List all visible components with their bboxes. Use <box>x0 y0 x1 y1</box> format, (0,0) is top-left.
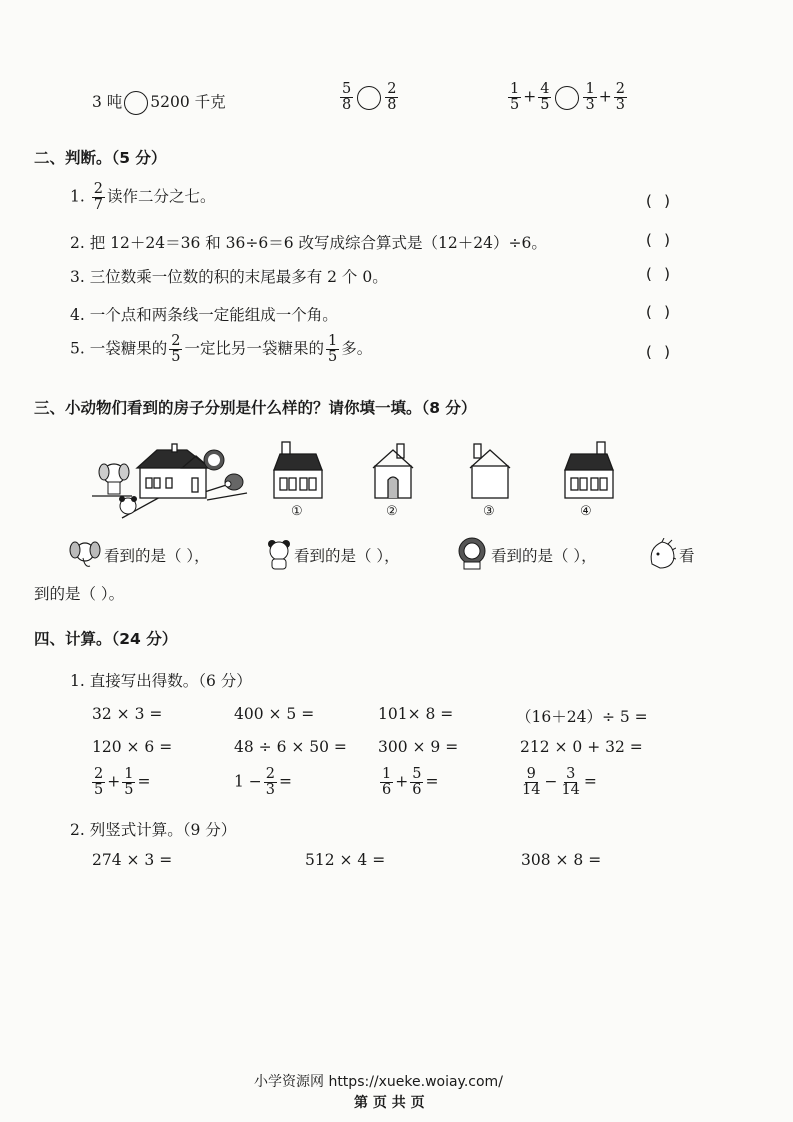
calc-r2c4[interactable]: 212 × 0 + 32 = <box>520 738 643 756</box>
hedgehog-icon <box>225 474 243 490</box>
elephant-icon <box>68 536 102 570</box>
judge-q1: 1. $\frac{2}{7}$ 读作二分之七。 <box>70 181 216 214</box>
fraction: $\frac{1}{6}$ <box>382 766 392 799</box>
calc-r2c2[interactable]: 48 ÷ 6 × 50 = <box>234 738 347 756</box>
compare-circle[interactable] <box>124 91 148 115</box>
house-label-2: ② <box>386 504 398 519</box>
bear-icon <box>266 538 292 570</box>
judge-q2: 2. 把 12＋24＝36 和 36÷6＝6 改写成综合算式是（12＋24）÷6。 <box>70 234 547 252</box>
fraction: $\frac{1}{5}$ <box>327 333 338 366</box>
calc-r1c4[interactable]: （16＋24）÷ 5 = <box>516 708 648 726</box>
house-view-3 <box>466 440 514 500</box>
subsection-2-title: 2. 列竖式计算。（9 分） <box>70 821 237 839</box>
fill-lion[interactable]: 看到的是（ ）， <box>491 547 597 565</box>
fill-elephant[interactable]: 看到的是（ ）， <box>104 547 210 565</box>
footer-page: 第 页 共 页 <box>354 1095 425 1111</box>
compare-2 <box>338 82 400 113</box>
section-3-title: 三、小动物们看到的房子分别是什么样的？请你填一填。（8 分） <box>34 399 477 417</box>
fraction: $\frac{2}{5}$ <box>94 766 104 799</box>
answer-paren-q5[interactable]: ( ) <box>644 343 672 361</box>
fraction: $\frac{2}{5}$ <box>171 333 181 366</box>
calc-r1c2[interactable]: 400 × 5 = <box>234 705 315 723</box>
compare-circle[interactable] <box>357 86 381 110</box>
house-view-1 <box>270 440 326 500</box>
calc-r1c1[interactable]: 32 × 3 = <box>92 705 163 723</box>
compare-circle[interactable] <box>555 86 579 110</box>
lion-icon <box>455 536 489 570</box>
fraction: $\frac{2}{8}$ <box>387 81 397 114</box>
answer-paren-q2[interactable]: ( ) <box>644 231 672 249</box>
footer-site: 小学资源网 https://xueke.woiay.com/ <box>254 1074 503 1090</box>
fraction: $\frac{5}{8}$ <box>342 81 352 114</box>
fraction: $\frac{1}{3}$ <box>585 81 595 114</box>
fraction: $\frac{4}{5}$ <box>540 81 550 114</box>
judge-q5: 5. 一袋糖果的 $\frac{2}{5}$ 一定比另一袋糖果的 $\frac{1}{5}$ 多。 <box>70 333 373 366</box>
bear-icon <box>119 496 137 514</box>
house-view-2 <box>369 440 417 500</box>
calc-r3c1[interactable]: $\frac{2}{5}$ + $\frac{1}{5}$ = <box>94 766 151 799</box>
answer-paren-q3[interactable]: ( ) <box>644 265 672 283</box>
house-label-3: ③ <box>483 504 495 519</box>
fraction: $\frac{2}{7}$ <box>93 181 103 214</box>
calc-r1c3[interactable]: 101× 8 = <box>378 705 454 723</box>
answer-paren-q4[interactable]: ( ) <box>644 303 672 321</box>
vertical-calc-2[interactable]: 512 × 4 = <box>305 851 386 869</box>
vertical-calc-3[interactable]: 308 × 8 = <box>521 851 602 869</box>
fill-bear[interactable]: 看到的是（ ）， <box>294 547 400 565</box>
elephant-icon <box>99 464 129 494</box>
calc-r2c3[interactable]: 300 × 9 = <box>378 738 459 756</box>
fraction: $\frac{1}{5}$ <box>124 766 134 799</box>
calc-r2c1[interactable]: 120 × 6 = <box>92 738 173 756</box>
section-4-title: 四、计算。（24 分） <box>34 630 178 648</box>
calc-r3c4[interactable]: $\frac{9}{14}$ − $\frac{3}{14}$ = <box>522 766 597 799</box>
house-scene-illustration <box>92 438 250 524</box>
subsection-1-title: 1. 直接写出得数。（6 分） <box>70 672 252 690</box>
calc-r3c3[interactable]: $\frac{1}{6}$ + $\frac{5}{6}$ = <box>382 766 439 799</box>
fraction: $\frac{9}{14}$ <box>522 766 541 799</box>
answer-paren-q1[interactable]: ( ) <box>644 192 672 210</box>
judge-q3: 3. 三位数乘一位数的积的末尾最多有 2 个 0。 <box>70 268 388 286</box>
house-view-4 <box>561 440 617 500</box>
house-label-4: ④ <box>580 504 592 519</box>
section-2-title: 二、判断。（5 分） <box>34 149 167 167</box>
hedgehog-icon <box>646 538 676 570</box>
compare-3: $\frac{1}{5}$ + $\frac{4}{5}$ $\frac{1}{3}$ + $\frac{2}{3}$ <box>510 81 625 114</box>
fraction: $\frac{3}{14}$ <box>561 766 580 799</box>
house-label-1: ① <box>291 504 303 519</box>
fill-hedgehog-start: 看 <box>679 547 695 565</box>
judge-q4: 4. 一个点和两条线一定能组成一个角。 <box>70 306 338 324</box>
fraction: $\frac{5}{6}$ <box>412 766 422 799</box>
fraction: $\frac{2}{3}$ <box>265 766 276 799</box>
vertical-calc-1[interactable]: 274 × 3 = <box>92 851 173 869</box>
fill-hedgehog[interactable]: 到的是（ ）。 <box>34 585 125 603</box>
lion-icon <box>204 450 224 470</box>
fraction: $\frac{2}{3}$ <box>615 81 625 114</box>
fraction: $\frac{1}{5}$ <box>510 81 520 114</box>
calc-r3c2[interactable]: 1 − $\frac{2}{3}$ = <box>234 766 293 799</box>
compare-1: 3 吨 5200 千克 <box>92 90 226 115</box>
